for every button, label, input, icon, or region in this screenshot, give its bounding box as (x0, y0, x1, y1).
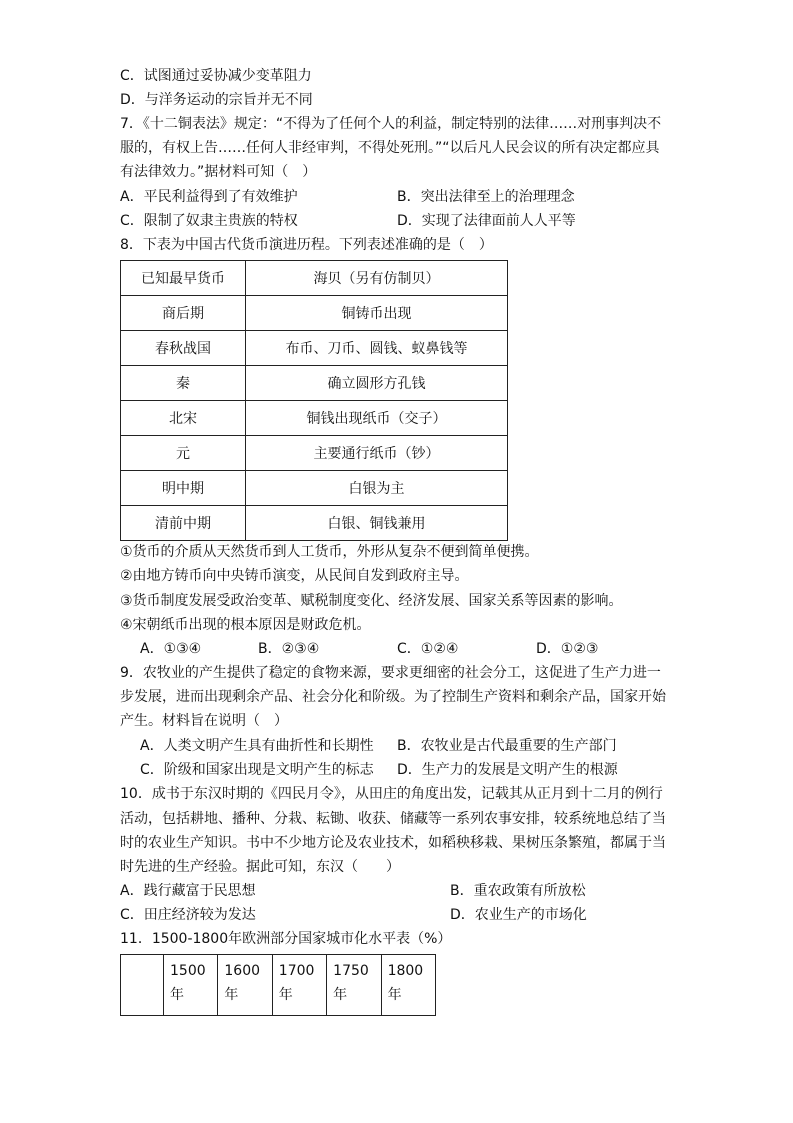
table-row (121, 506, 508, 541)
q7-stem-line1: 7．《十二铜表法》规定：“不得为了任何个人的利益，制定特别的法律……对刑事判决不 (120, 116, 662, 132)
description-cell: 海贝（另有仿制贝） (246, 261, 508, 296)
year-unit: 年 (333, 987, 348, 1003)
table-row (121, 261, 508, 296)
q7-stem-line2: 服的，有权上告……任何人非经审判，不得处死刑。”“以后凡人民会议的所有决定都应具 (120, 140, 660, 156)
description-cell: 布币、刀币、圆钱、蚁鼻钱等 (246, 331, 508, 366)
year-header-cell (381, 955, 435, 1016)
q9-option-c: C．阶级和国家出现是文明产生的标志 (140, 762, 374, 778)
year-header-cell (327, 955, 381, 1016)
period-cell: 清前中期 (121, 506, 246, 541)
q9-option-b: B．农牧业是古代最重要的生产部门 (397, 738, 617, 754)
q6-option-c: C．试图通过妥协减少变革阻力 (120, 68, 312, 84)
q7-option-c: C．限制了奴隶主贵族的特权 (120, 213, 298, 229)
q11-stem: 11．1500-1800年欧洲部分国家城市化水平表（%） (120, 931, 452, 947)
table-row (121, 401, 508, 436)
year-number: 1800 (387, 963, 424, 979)
year-number: 1600 (224, 963, 261, 979)
q8-stem: 8．下表为中国古代货币演进历程。下列表述准确的是（ ） (120, 237, 493, 253)
description-cell: 主要通行纸币（钞） (246, 436, 508, 471)
q8-statement-1: ①货币的介质从天然货币到人工货币，外形从复杂不便到简单便携。 (120, 544, 539, 560)
q10-option-d: D．农业生产的市场化 (450, 907, 587, 923)
description-cell: 白银为主 (246, 471, 508, 506)
period-cell: 已知最早货币 (121, 261, 246, 296)
q8-option-a: A．①③④ (140, 641, 202, 657)
q10-stem-line4: 时先进的生产经验。据此可知，东汉（ ） (120, 859, 400, 875)
q10-option-b: B．重农政策有所放松 (450, 883, 586, 899)
period-cell: 春秋战国 (121, 331, 246, 366)
year-unit: 年 (170, 987, 184, 1003)
q8-option-b: B．②③④ (258, 641, 320, 657)
q7-option-b: B．突出法律至上的治理理念 (397, 189, 575, 205)
q8-statement-2: ②由地方铸币向中央铸币演变，从民间自发到政府主导。 (120, 568, 469, 584)
table-row (121, 331, 508, 366)
period-cell: 秦 (121, 366, 246, 401)
year-header-cell (164, 955, 218, 1016)
year-unit: 年 (387, 987, 402, 1003)
q10-option-c: C．田庄经济较为发达 (120, 907, 256, 923)
description-cell: 白银、铜钱兼用 (246, 506, 508, 541)
table-row (121, 955, 436, 1016)
period-cell: 元 (121, 436, 246, 471)
q8-statement-4: ④宋朝纸币出现的根本原因是财政危机。 (120, 617, 371, 633)
q10-option-a: A．践行藏富于民思想 (120, 883, 256, 899)
table-row (121, 471, 508, 506)
period-cell: 商后期 (121, 296, 246, 331)
period-cell: 北宋 (121, 401, 246, 436)
corner-cell (121, 955, 164, 1016)
q10-stem-line2: 活动，包括耕地、播种、分栽、耘锄、收获、储藏等一系列农事安排，较系统地总结了当 (120, 811, 666, 827)
q8-option-c: C．①②④ (397, 641, 459, 657)
q6-option-d: D．与洋务运动的宗旨并无不同 (120, 92, 313, 108)
q7-option-d: D．实现了法律面前人人平等 (397, 213, 576, 229)
q8-statement-3: ③货币制度发展受政治变革、赋税制度变化、经济发展、国家关系等因素的影响。 (120, 593, 623, 609)
table-row (121, 436, 508, 471)
q7-stem-line3: 有法律效力。”据材料可知（ ） (120, 164, 317, 180)
year-unit: 年 (278, 987, 293, 1003)
description-cell: 确立圆形方孔钱 (246, 366, 508, 401)
year-header-cell (272, 955, 326, 1016)
description-cell: 铜钱出现纸币（交子） (246, 401, 508, 436)
year-number: 1700 (278, 963, 315, 979)
description-cell: 铜铸币出现 (246, 296, 508, 331)
period-cell: 明中期 (121, 471, 246, 506)
q9-option-d: D．生产力的发展是文明产生的根源 (397, 762, 618, 778)
q9-stem-line2: 步发展，进而出现剩余产品、社会分化和阶级。为了控制生产资料和剩余产品，国家开始 (120, 689, 666, 705)
year-unit: 年 (224, 987, 239, 1003)
table-row (121, 296, 508, 331)
q10-stem-line3: 时的农业生产知识。书中不少地方论及农业技术，如稻秧移栽、果树压条繁殖，都属于当 (120, 835, 666, 851)
year-number: 1750 (333, 963, 369, 979)
currency-history-table (120, 260, 508, 541)
urbanization-table (120, 954, 436, 1016)
q9-stem-line1: 9．农牧业的产生提供了稳定的食物来源，要求更细密的社会分工，这促进了生产力进一 (120, 665, 661, 681)
q9-option-a: A．人类文明产生具有曲折性和长期性 (140, 738, 374, 754)
q7-option-a: A．平民利益得到了有效维护 (120, 189, 298, 205)
q8-option-d: D．①②③ (536, 641, 599, 657)
year-header-cell (218, 955, 272, 1016)
year-number: 1500 (170, 963, 206, 979)
q10-stem-line1: 10．成书于东汉时期的《四民月令》，从田庄的角度出发，记载其从正月到十二月的例行 (120, 786, 663, 802)
table-row (121, 366, 508, 401)
q9-stem-line3: 产生。材料旨在说明（ ） (120, 713, 288, 729)
